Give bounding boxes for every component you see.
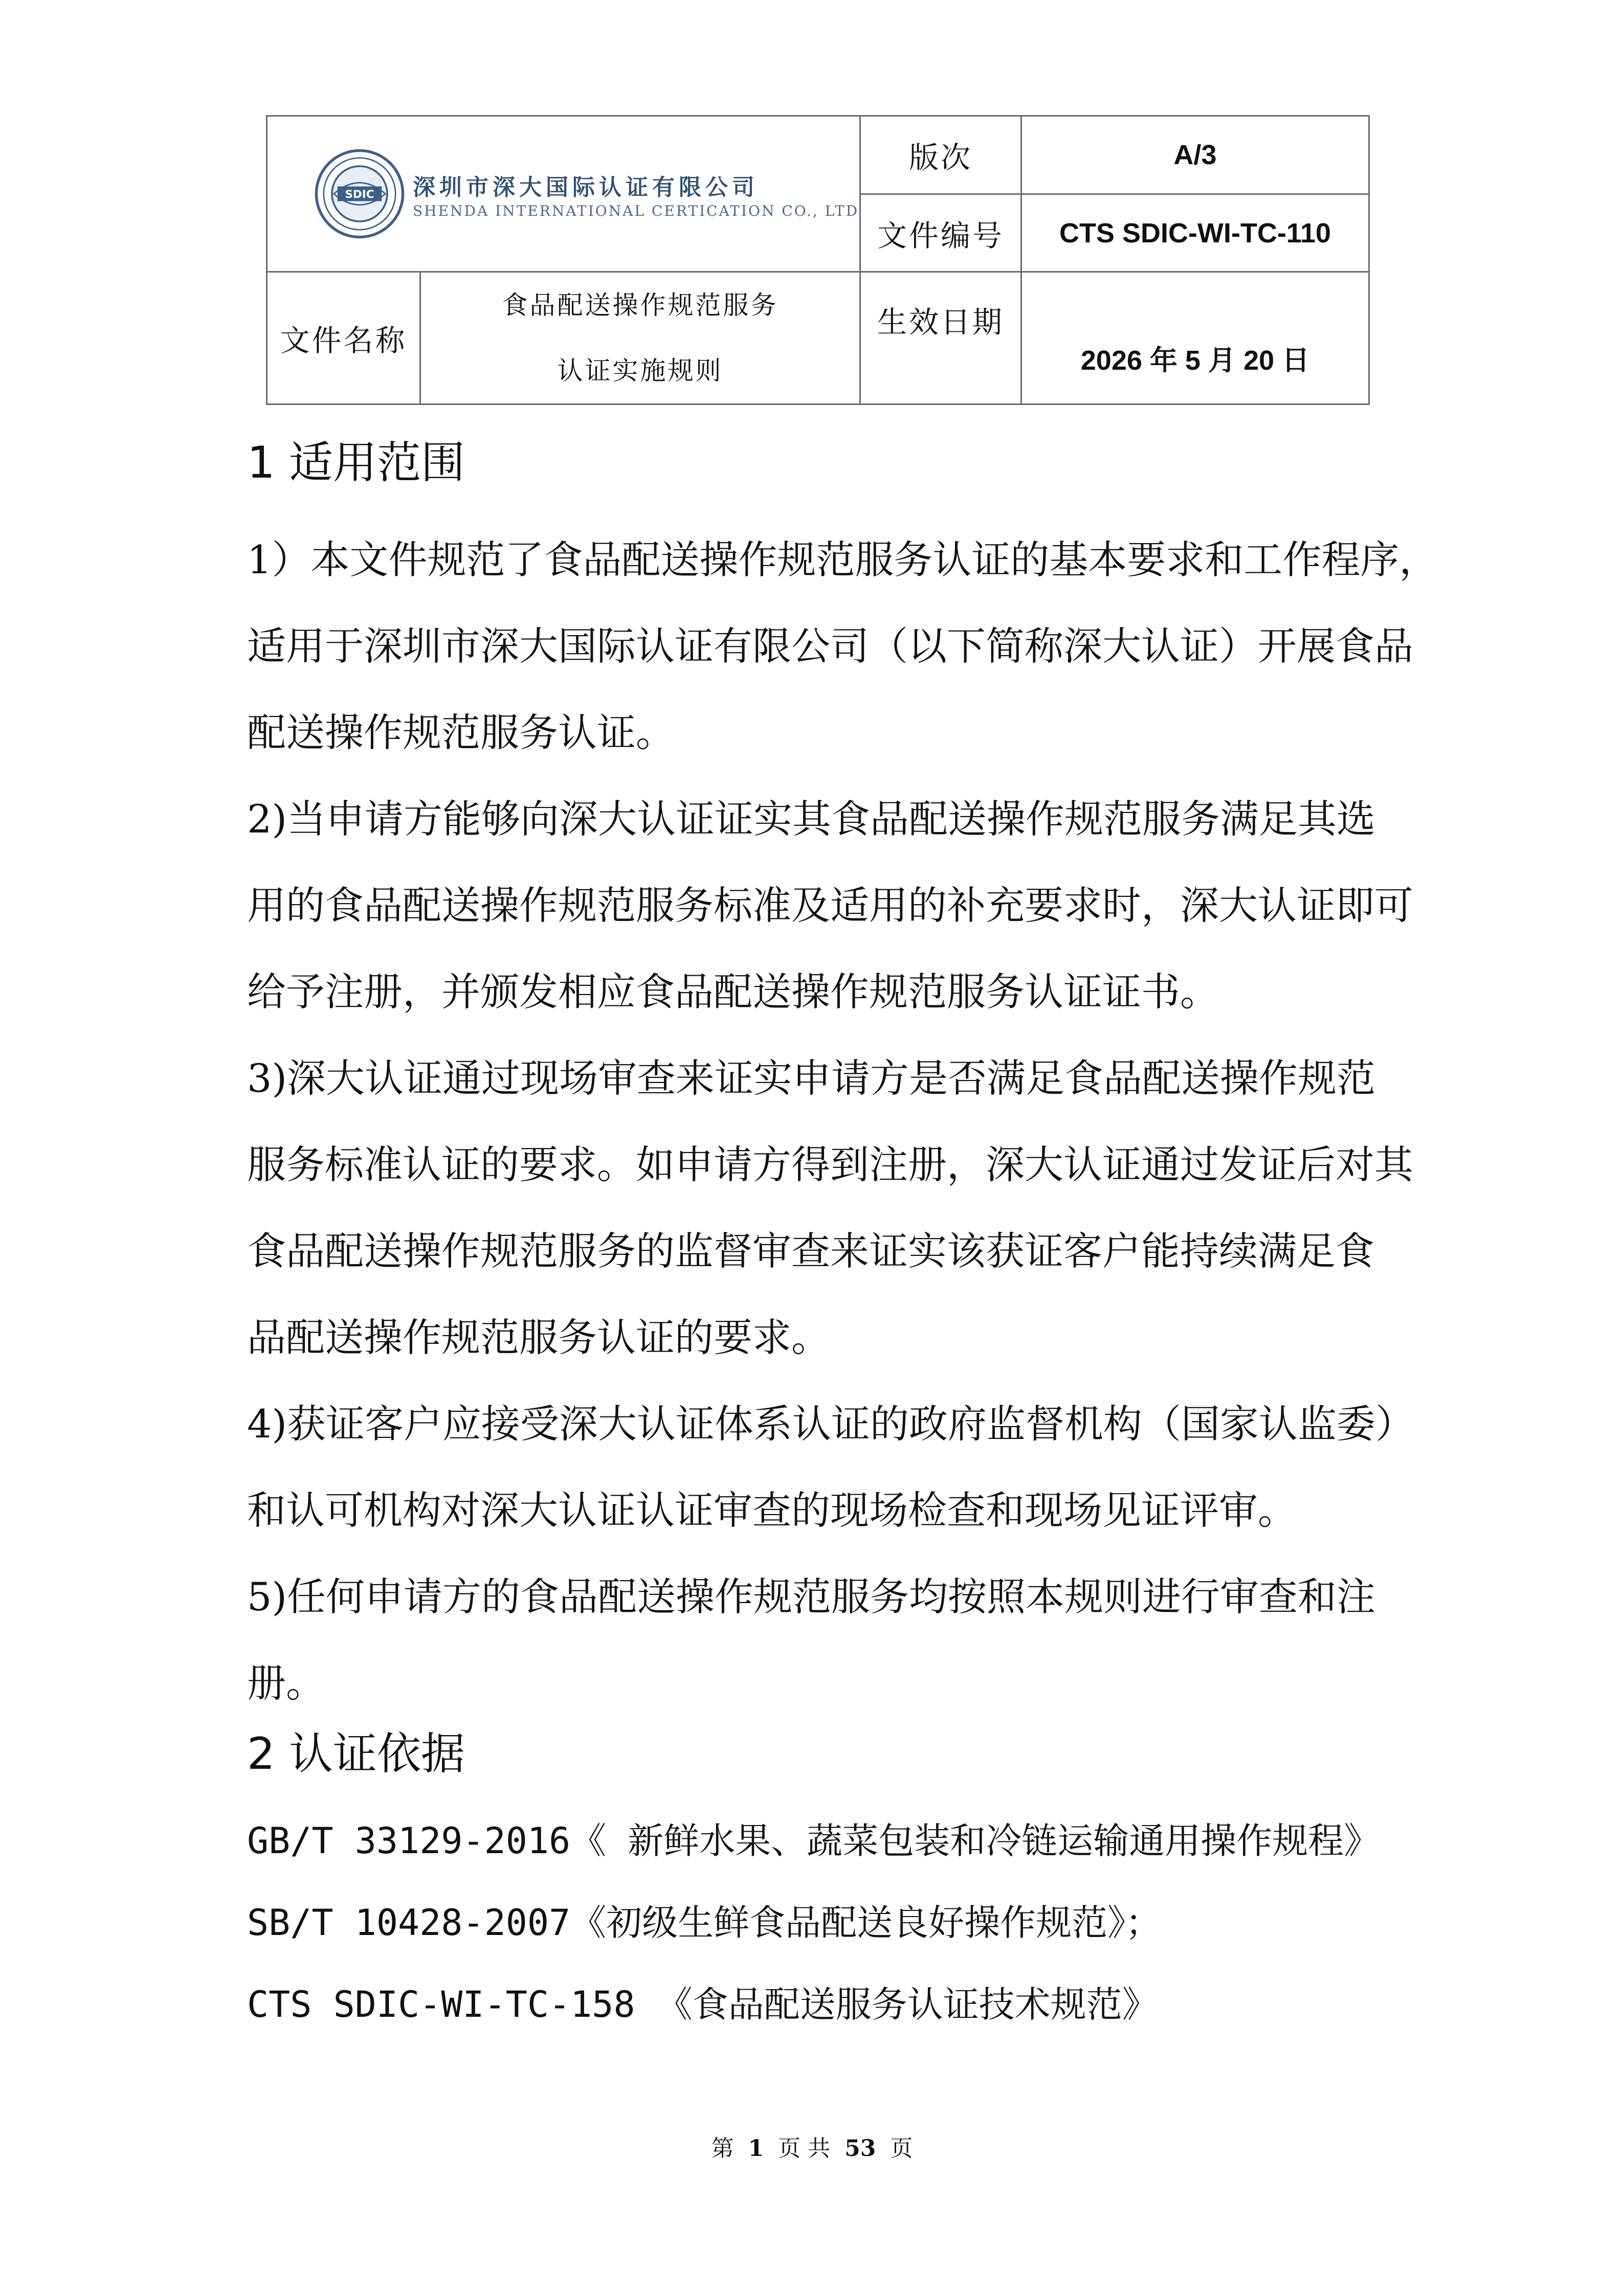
paragraph-line: 5)任何申请方的食品配送操作规范服务均按照本规则进行审查和注 (247, 1574, 1376, 1619)
paragraph-line: 品配送操作规范服务认证的要求。 (247, 1315, 830, 1360)
reference-standard-1: GB/T 33129-2016《 新鲜水果、蔬菜包装和冷链运输通用操作规程》 (247, 1820, 1380, 1862)
paragraph-line: 服务标准认证的要求。如申请方得到注册，深大认证通过发证后对其 (247, 1142, 1413, 1187)
page-footer (0, 2130, 1624, 2163)
doc-name-line-2: 认证实施规则 (557, 356, 723, 386)
section-scope-body (247, 516, 1438, 1726)
paragraph-line: 3)深大认证通过现场审查来证实申请方是否满足食品配送操作规范 (247, 1055, 1376, 1101)
scope-paragraph-3 (247, 1035, 1413, 1381)
edition-value: A/3 (1021, 116, 1369, 194)
edition-label: 版次 (860, 116, 1021, 194)
scope-paragraph-1 (247, 516, 1438, 776)
doc-name-value (420, 272, 860, 404)
paragraph-line: 4)获证客户应接受深大认证体系认证的政府监督机构（国家认监委） (247, 1401, 1415, 1447)
section-heading-scope: 1 适用范围 (247, 437, 465, 488)
company-logo-cell (267, 116, 860, 272)
paragraph-line: 2)当申请方能够向深大认证证实其食品配送操作规范服务满足其选 (247, 796, 1376, 842)
effective-date-label: 生效日期 (860, 272, 1021, 404)
footer-prefix: 第 (711, 2135, 734, 2162)
reference-standard-2: SB/T 10428-2007《初级生鲜食品配送良好操作规范》； (247, 1902, 1162, 1944)
effective-date-value: 2026 年 5 月 20 日 (1021, 272, 1369, 404)
paragraph-line: 适用于深圳市深大国际认证有限公司（以下简称深大认证）开展食品 (247, 623, 1413, 669)
paragraph-line: 和认可机构对深大认证认证审查的现场检查和现场见证评审。 (247, 1488, 1297, 1533)
doc-no-label: 文件编号 (860, 194, 1021, 272)
doc-name-label: 文件名称 (267, 272, 420, 404)
scope-paragraph-2 (247, 776, 1413, 1035)
paragraph-line: 册。 (247, 1660, 325, 1706)
document-header-table (266, 115, 1370, 405)
doc-no-value: CTS SDIC-WI-TC-110 (1021, 194, 1369, 272)
paragraph-line: 用的食品配送操作规范服务标准及适用的补充要求时，深大认证即可 (247, 883, 1413, 928)
paragraph-line: 1）本文件规范了食品配送操作规范服务认证的基本要求和工作程序， (247, 537, 1438, 582)
scope-paragraph-5 (247, 1554, 1393, 1726)
footer-total-pages: 53 (844, 2135, 876, 2162)
seal-text: SDIC (345, 188, 374, 201)
footer-suffix: 页 (890, 2135, 913, 2162)
reference-standard-3: CTS SDIC-WI-TC-158 《食品配送服务认证技术规范》 (247, 1984, 1158, 2025)
paragraph-line: 配送操作规范服务认证。 (247, 710, 675, 755)
doc-name-line-1: 食品配送操作规范服务 (502, 290, 778, 320)
company-name-cn: 深圳市深大国际认证有限公司 (413, 174, 759, 200)
paragraph-line: 食品配送操作规范服务的监督审查来证实该获证客户能持续满足食 (247, 1228, 1374, 1274)
section-heading-basis: 2 认证依据 (247, 1728, 465, 1780)
scope-paragraph-4 (247, 1381, 1415, 1554)
footer-mid: 页 共 (778, 2135, 831, 2162)
company-name-en: SHENDA INTERNATIONAL CERTICATION CO., LTD (413, 202, 859, 219)
company-seal-logo (314, 148, 406, 240)
footer-page-number: 1 (748, 2135, 764, 2162)
paragraph-line: 给予注册，并颁发相应食品配送操作规范服务认证证书。 (247, 969, 1219, 1015)
